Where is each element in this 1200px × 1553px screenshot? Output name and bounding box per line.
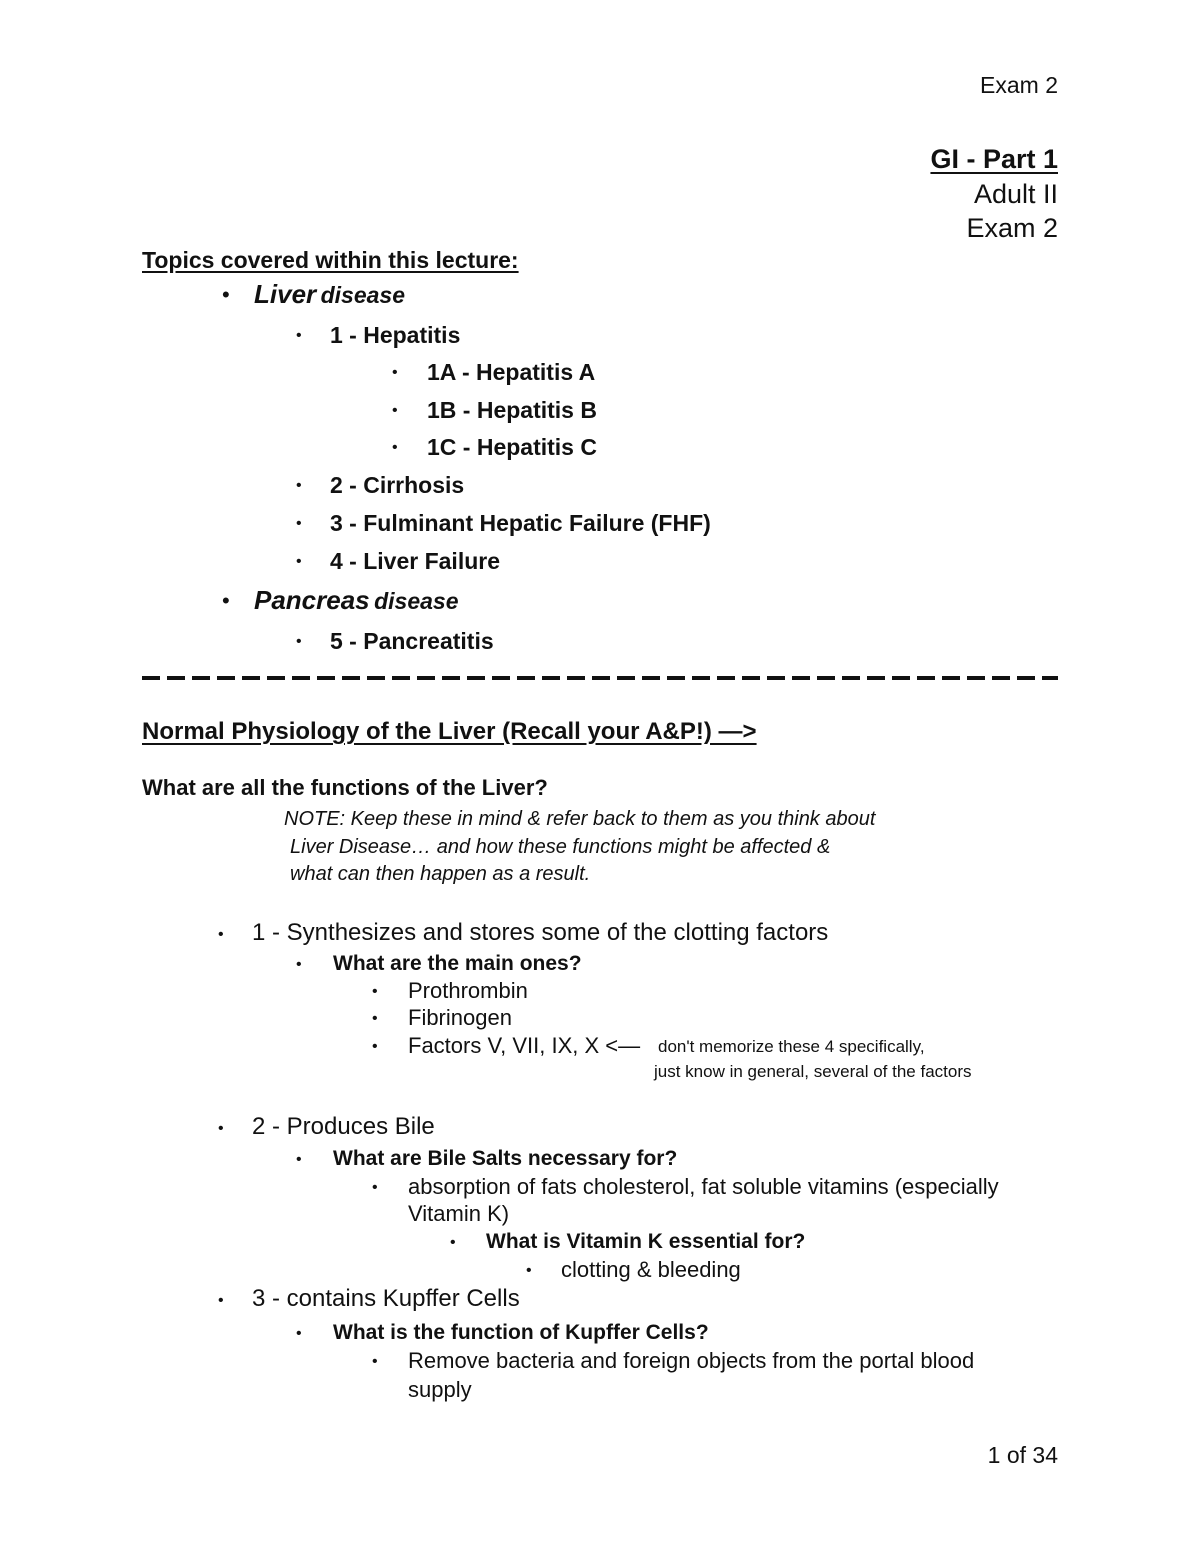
bullet-icon: •: [296, 327, 302, 344]
note-line-2: Liver Disease… and how these functions might be affected &: [290, 836, 831, 858]
topic-hepatitis: 1 - Hepatitis: [330, 322, 461, 348]
bullet-icon: •: [296, 553, 302, 570]
bullet-icon: •: [392, 439, 398, 456]
bullet-icon: •: [218, 926, 224, 943]
function-3-question: What is the function of Kupffer Cells?: [333, 1321, 709, 1344]
topic-fhf: 3 - Fulminant Hepatic Failure (FHF): [330, 510, 711, 536]
note-line-3: what can then happen as a result.: [290, 863, 591, 885]
bullet-icon: •: [296, 515, 302, 532]
running-header: Exam 2: [980, 72, 1058, 98]
factors-note-line-2: just know in general, several of the factors: [654, 1062, 972, 1081]
kupffer-item-line-2: supply: [408, 1377, 472, 1402]
topic-pancreatitis: 5 - Pancreatitis: [330, 628, 494, 654]
topic-liver-rest: disease: [320, 282, 406, 308]
bullet-icon: •: [372, 1010, 378, 1027]
prothrombin-item: Prothrombin: [408, 978, 528, 1003]
bullet-icon: •: [296, 1325, 302, 1342]
function-1-question: What are the main ones?: [333, 952, 582, 975]
fibrinogen-item: Fibrinogen: [408, 1005, 512, 1030]
bullet-icon: •: [296, 477, 302, 494]
topic-hep-c: 1C - Hepatitis C: [427, 434, 597, 460]
page-number: 1 of 34: [987, 1442, 1058, 1468]
bullet-icon: •: [218, 1120, 224, 1137]
topic-cirrhosis: 2 - Cirrhosis: [330, 472, 465, 498]
section-title: Normal Physiology of the Liver (Recall your A&P!) —>: [142, 718, 757, 745]
course-name: Adult II: [973, 179, 1058, 209]
bullet-icon: •: [526, 1262, 532, 1279]
functions-question: What are all the functions of the Liver?: [142, 775, 548, 800]
bullet-icon: •: [222, 588, 230, 613]
bullet-icon: •: [218, 1292, 224, 1309]
bullet-icon: •: [392, 364, 398, 381]
topic-liver-organ: Liver: [254, 279, 317, 309]
bullet-icon: •: [222, 282, 230, 307]
bullet-icon: •: [372, 1038, 378, 1055]
topic-pancreas-organ: Pancreas: [254, 585, 370, 615]
factors-note-line-1: don't memorize these 4 specifically,: [658, 1037, 925, 1056]
function-3: 3 - contains Kupffer Cells: [252, 1285, 520, 1312]
note-line-1: NOTE: Keep these in mind & refer back to them as you think about: [284, 808, 876, 830]
bullet-icon: •: [296, 956, 302, 973]
bullet-icon: •: [296, 1151, 302, 1168]
function-2: 2 - Produces Bile: [252, 1113, 435, 1140]
function-2-question: What are Bile Salts necessary for?: [333, 1147, 678, 1170]
exam-label: Exam 2: [966, 213, 1058, 243]
bullet-icon: •: [392, 402, 398, 419]
bullet-icon: •: [372, 1353, 378, 1370]
factors-item: Factors V, VII, IX, X <—: [408, 1033, 641, 1058]
dashed-divider: [142, 676, 1058, 680]
bullet-icon: •: [296, 633, 302, 650]
topic-liver: [254, 279, 405, 310]
bile-salts-item-line-1: absorption of fats cholesterol, fat soluble vitamins (especially: [408, 1174, 999, 1199]
clotting-item: clotting & bleeding: [561, 1257, 741, 1282]
bullet-icon: •: [372, 983, 378, 1000]
topic-liver-failure: 4 - Liver Failure: [330, 548, 501, 574]
topic-pancreas-rest: disease: [374, 588, 459, 614]
doc-title: GI - Part 1: [930, 144, 1058, 174]
topic-pancreas: [254, 585, 459, 616]
topic-hep-a: 1A - Hepatitis A: [427, 359, 596, 385]
vitamin-k-question: What is Vitamin K essential for?: [486, 1230, 806, 1253]
bullet-icon: •: [450, 1234, 456, 1251]
bile-salts-item-line-2: Vitamin K): [408, 1201, 510, 1226]
kupffer-item-line-1: Remove bacteria and foreign objects from the portal blood: [408, 1348, 975, 1373]
topic-hep-b: 1B - Hepatitis B: [427, 397, 597, 423]
topics-heading: Topics covered within this lecture:: [142, 247, 519, 273]
function-1: 1 - Synthesizes and stores some of the clotting factors: [252, 919, 829, 946]
bullet-icon: •: [372, 1179, 378, 1196]
